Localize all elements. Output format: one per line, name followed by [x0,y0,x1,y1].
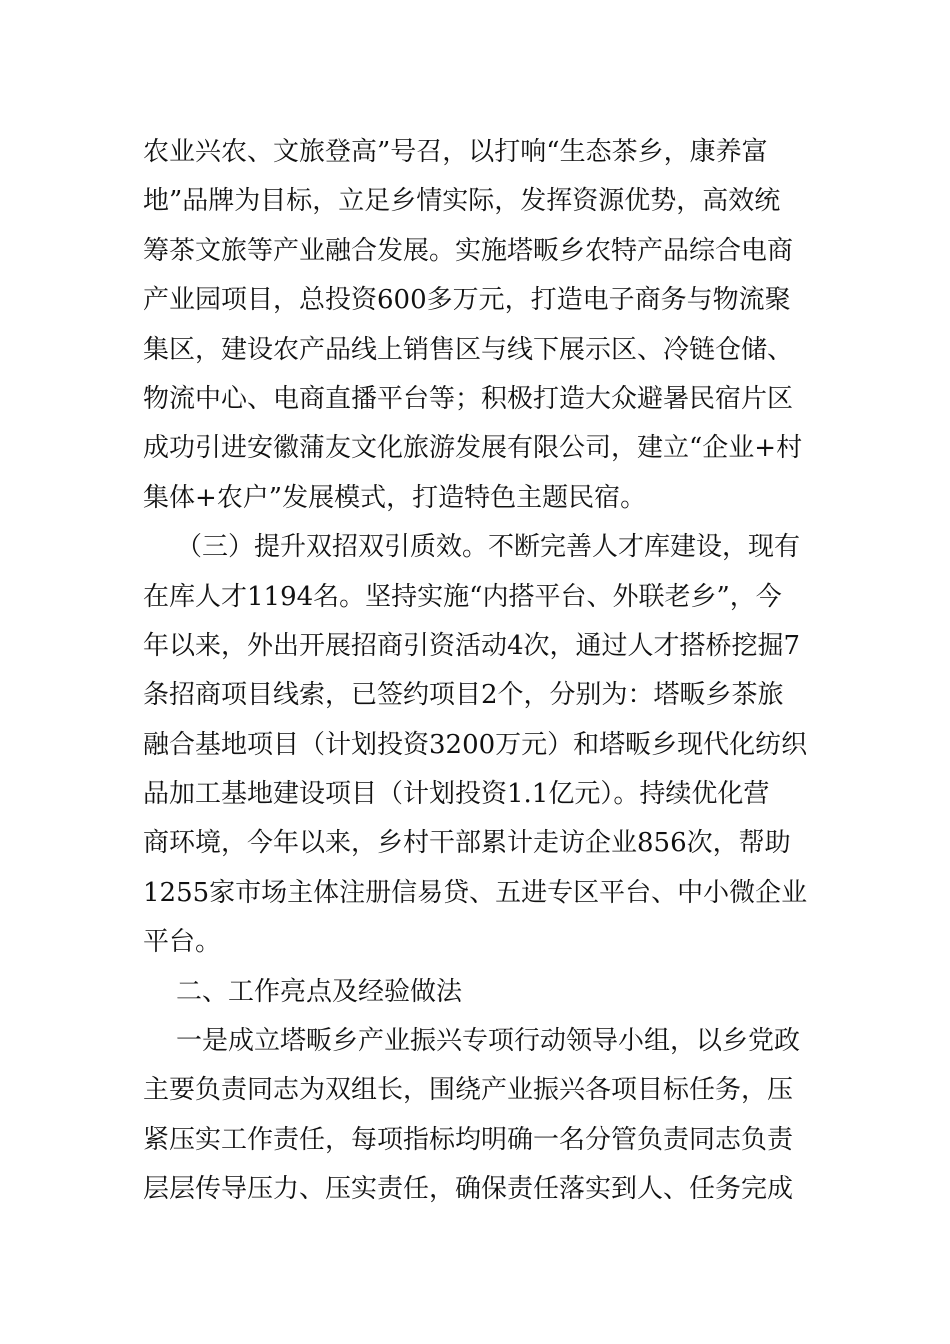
document-body [143,128,823,1215]
text-line: 农业兴农、文旅登高”号召，以打响“生态茶乡，康养富 [143,137,768,167]
text-line: 商环境，今年以来，乡村干部累计走访企业856次，帮助 [143,828,791,859]
text-line: 筹茶文旅等产业融合发展。实施塔畈乡农特产品综合电商 [143,235,794,266]
text-line: 地”品牌为目标，立足乡情实际，发挥资源优势，高效统 [143,186,781,217]
text-line: 集区，建设农产品线上销售区与线下展示区、冷链仓储、 [143,334,794,365]
text-line: 1255家市场主体注册信易贷、五进专区平台、中小微企业 [143,877,808,908]
text-line: 层层传导压力、压实责任，确保责任落实到人、任务完成 [143,1174,794,1205]
text-line: 产业园项目，总投资600多万元，打造电子商务与物流聚 [143,285,791,316]
text-line: 物流中心、电商直播平台等；积极打造大众避暑民宿片区 [143,383,794,414]
text-line: 融合基地项目（计划投资3200万元）和塔畈乡现代化纺织 [143,729,808,760]
text-line: 集体+农户”发展模式，打造特色主题民宿。 [143,482,647,513]
text-line: 一是成立塔畈乡产业振兴专项行动领导小组，以乡党政 [143,1026,801,1057]
text-line: 在库人才1194名。坚持实施“内搭平台、外联老乡”，今 [143,581,782,612]
text-line: 平台。 [143,927,222,958]
section-heading: 二、工作亮点及经验做法 [143,976,463,1007]
text-line: 主要负责同志为双组长，围绕产业振兴各项目标任务，压 [143,1075,794,1106]
text-line: 紧压实工作责任，每项指标均明确一名分管负责同志负责 [143,1124,794,1155]
text-line: 年以来，外出开展招商引资活动4次，通过人才搭桥挖掘7 [143,630,801,661]
paragraph-heading-line: （三）提升双招双引质效。不断完善人才库建设，现有 [143,532,801,563]
text-line: 品加工基地建设项目（计划投资1.1亿元）。持续优化营 [143,779,770,810]
text-line: 成功引进安徽蒲友文化旅游发展有限公司，建立“企业+村 [143,433,803,464]
text-line: 条招商项目线索，已签约项目2个，分别为：塔畈乡茶旅 [143,680,784,711]
